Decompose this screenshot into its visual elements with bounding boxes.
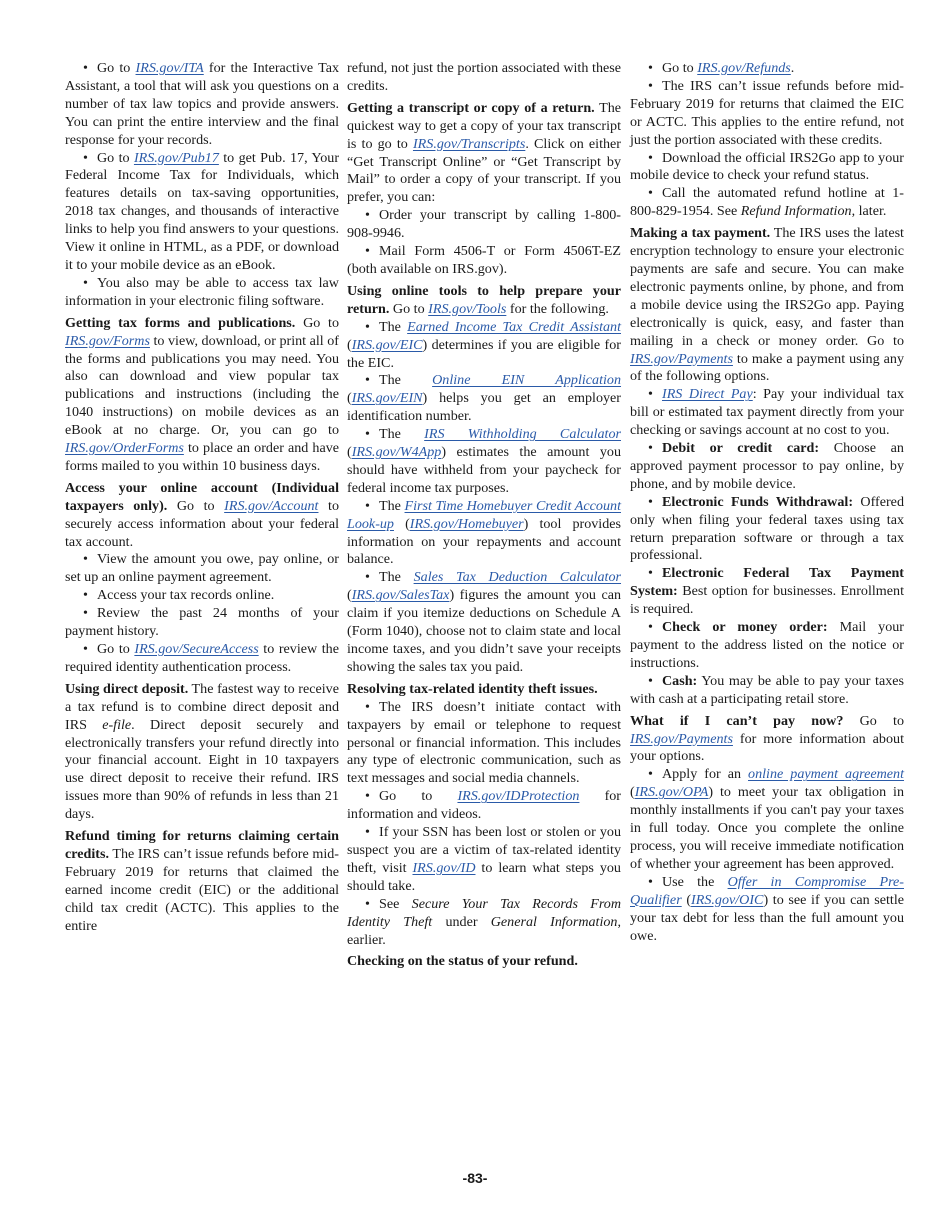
bullet-icon: • (648, 440, 653, 457)
link-irs-forms[interactable]: IRS.gov/Forms (65, 332, 150, 349)
bullet-icon: • (365, 318, 370, 335)
bullet-icon: • (648, 565, 653, 582)
link-irs-ita[interactable]: IRS.gov/ITA (135, 60, 204, 76)
bullet-icon: • (83, 149, 88, 166)
link-offer-in-compromise[interactable]: Offer in Compromise Pre-Qualifier (630, 873, 904, 908)
link-irs-w4app[interactable]: IRS.gov/W4App (351, 444, 442, 461)
list-item: • Use the Offer in Compromise Pre-Qualifier (IRS.gov/OIC) to see if you can settle your tax debt for less than the full amount you owe. (630, 873, 905, 944)
bullet-icon: • (365, 895, 370, 912)
list-item: • Go to IRS.gov/IDProtection for information and videos. (347, 788, 621, 823)
link-irs-opa[interactable]: IRS.gov/OPA (634, 784, 709, 801)
bullet-icon: • (365, 426, 370, 443)
bullet-icon: • (365, 497, 370, 514)
list-item: • Review the past 24 months of your payment history. (65, 605, 339, 640)
bullet-icon: • (365, 243, 370, 260)
link-eitc-assistant[interactable]: Earned Income Tax Credit Assistant (407, 318, 621, 335)
list-item: • The IRS Withholding Calculator (IRS.gov/W4App) estimates the amount you should have withheld from your paycheck for federal income tax purposes. (347, 426, 621, 496)
list-item: • Call the automated refund hotline at 1-800-829-1954. See Refund Information, later. (630, 185, 904, 220)
list-item: • See Secure Your Tax Records From Identity Theft under General Information, earlier. (347, 895, 622, 948)
section-heading: Checking on the status of your refund. (347, 953, 578, 970)
paragraph-refund-timing: Refund timing for returns claiming certain credits. The IRS can’t issue refunds before mid-February 2019 for returns that claimed the earned income credit (EIC) or the additional child tax credit (ACTC). This applies to the entire (65, 828, 339, 934)
link-irs-pub17[interactable]: IRS.gov/Pub17 (133, 149, 219, 166)
link-irs-account[interactable]: IRS.gov/Account (224, 497, 319, 514)
bullet-icon: • (365, 372, 370, 389)
bullet-icon: • (648, 493, 653, 510)
bullet-icon: • (365, 698, 370, 715)
link-homebuyer-lookup[interactable]: First Time Homebuyer Credit Account Look-up (347, 497, 621, 532)
list-item: • Debit or credit card: Choose an approved payment processor to pay online, by phone, and by mobile device. (630, 440, 904, 492)
bullet-icon: • (648, 60, 653, 76)
list-item: • Order your transcript by calling 1-800-908-9946. (347, 207, 621, 242)
list-item: • The Online EIN Application (IRS.gov/EIN) helps you get an employer identification number. (347, 372, 622, 425)
bullet-icon: • (648, 619, 653, 636)
bullet-icon: • (648, 149, 653, 166)
link-irs-tools[interactable]: IRS.gov/Tools (428, 300, 507, 317)
list-item: • The Earned Income Tax Credit Assistant (IRS.gov/EIC) determines if you are eligible for the EIC. (347, 318, 621, 371)
bullet-icon: • (83, 60, 88, 76)
link-irs-payments[interactable]: IRS.gov/Payments (630, 350, 733, 367)
paragraph-tax-forms: Getting tax forms and publications. Go to IRS.gov/Forms to view, download, or print all of the forms and publications you may need. You also can download and view popular tax publications and instructions (including the 1040 instructions) on mobile devices as an eBook at no charge. Or, you can go to IRS.gov/OrderForms to place an order and have forms mailed to you within 10 business days. (65, 314, 340, 474)
link-online-ein[interactable]: Online EIN Application (432, 372, 622, 389)
list-item: • Go to IRS.gov/Refunds. (648, 60, 795, 76)
list-item: • The First Time Homebuyer Credit Account Look-up (IRS.gov/Homebuyer) tool provides information on your repayments and account balance. (347, 497, 622, 568)
list-item: • The Sales Tax Deduction Calculator (IRS.gov/SalesTax) figures the amount you can claim if you itemize deductions on Schedule A (Form 1040), choose not to claim state and local income taxes, and you didn’t save your receipts showing the sales tax you paid. (347, 569, 622, 675)
bullet-icon: • (648, 77, 653, 94)
link-irs-homebuyer[interactable]: IRS.gov/Homebuyer (409, 515, 524, 532)
bullet-icon: • (648, 185, 653, 202)
section-heading: Access your online account (Individual taxpayers only). (65, 479, 339, 514)
list-item: • Go to IRS.gov/ITA for the Interactive Tax Assistant, a tool that will ask you questions on a number of tax law topics and provide answers. You can print the entire interview and the final response for your records. (65, 60, 340, 148)
paragraph-continued: refund, not just the portion associated with these credits. (347, 60, 621, 94)
bullet-icon: • (83, 587, 88, 604)
bullet-icon: • (648, 766, 653, 783)
list-item: • Check or money order: Mail your payment to the address listed on the notice or instructions. (630, 619, 905, 671)
column-2 (347, 60, 621, 971)
list-item: • If your SSN has been lost or stolen or you suspect you are a victim of tax-related identity theft, visit IRS.gov/ID to learn what steps you should take. (347, 824, 621, 894)
list-item: • The IRS doesn’t initiate contact with taxpayers by email or telephone to request personal or financial information. This includes any type of electronic communication, such as text messages and social media channels. (347, 698, 621, 787)
link-withholding-calculator[interactable]: IRS Withholding Calculator (424, 426, 621, 443)
link-irs-ein[interactable]: IRS.gov/EIN (351, 390, 423, 407)
list-item: • Access your tax records online. (83, 587, 275, 604)
section-heading: Getting a transcript or copy of a return. (347, 99, 595, 116)
list-item: • Go to IRS.gov/SecureAccess to review the required identity authentication process. (65, 641, 339, 675)
section-heading: Using online tools to help prepare your return. (347, 282, 621, 317)
list-item: • Go to IRS.gov/Pub17 to get Pub. 17, Your Federal Income Tax for Individuals, which features details on tax-saving opportunities, 2018 tax changes, and thousands of interactive links to help you find answers to your questions. View it online in HTML, as a PDF, or download it to your mobile device as an eBook. (65, 149, 340, 273)
bullet-icon: • (83, 551, 88, 568)
section-heading: Resolving tax-related identity theft issues. (347, 680, 598, 697)
link-sales-tax-calculator[interactable]: Sales Tax Deduction Calculator (413, 569, 622, 586)
paragraph-transcript: Getting a transcript or copy of a return. The quickest way to get a copy of your tax transcript is to go to IRS.gov/Transcripts. Click on either “Get Transcript Online” or “Get Transcript by Mail” to order a copy of your transcript. If you prefer, you can: (347, 99, 621, 206)
paragraph-cant-pay: What if I can’t pay now? Go to IRS.gov/Payments for more information about your options. (630, 712, 904, 765)
list-item: • View the amount you owe, pay online, or set up an online payment agreement. (65, 551, 339, 586)
list-item: • Electronic Funds Withdrawal: Offered only when filing your federal taxes using tax return preparation software or through a tax professional. (630, 493, 904, 564)
list-item: • Apply for an online payment agreement (IRS.gov/OPA) to meet your tax obligation in monthly installments if you can't pay your taxes in full today. Once you complete the online process, you will receive immediate notification of whether your agreement has been approved. (630, 766, 905, 872)
link-irs-salestax[interactable]: IRS.gov/SalesTax (351, 587, 450, 604)
bullet-icon: • (648, 873, 653, 890)
bullet-icon: • (648, 672, 653, 689)
bullet-icon: • (83, 274, 88, 291)
link-irs-orderforms[interactable]: IRS.gov/OrderForms (65, 440, 184, 457)
link-irs-idprotection[interactable]: IRS.gov/IDProtection (457, 788, 580, 805)
link-irs-eic[interactable]: IRS.gov/EIC (351, 336, 423, 353)
list-item: • Mail Form 4506-T or Form 4506T-EZ (both available on IRS.gov). (347, 243, 621, 277)
bullet-icon: • (365, 207, 370, 224)
link-irs-secureaccess[interactable]: IRS.gov/SecureAccess (134, 641, 259, 657)
bullet-icon: • (648, 386, 653, 403)
list-item: • Download the official IRS2Go app to your mobile device to check your refund status. (630, 149, 904, 184)
list-item: • The IRS can’t issue refunds before mid-February 2019 for returns that claimed the EIC or ACTC. This applies to the entire refund, not just the portion associated with these credits. (630, 77, 904, 148)
paragraph-identity-theft (347, 681, 621, 699)
list-item: • Cash: You may be able to pay your taxes with cash at a participating retail store. (630, 672, 904, 707)
paragraph-tax-payment: Making a tax payment. The IRS uses the latest encryption technology to ensure your electronic payments are safe and secure. You can make electronic payments online, by phone, and from a mobile device using the IRS2Go app. Paying electronically is quick, easy, and faster than mailing in a check or money order. Go to IRS.gov/Payments to make a payment using any of the following options. (630, 225, 904, 385)
column-3 (630, 60, 904, 945)
section-heading: Using direct deposit. (65, 680, 189, 697)
list-item: • IRS Direct Pay: Pay your individual tax bill or estimated tax payment directly from your checking or savings account at no cost to you. (630, 386, 905, 439)
link-online-payment-agreement[interactable]: online payment agreement (748, 766, 905, 783)
list-item: • Electronic Federal Tax Payment System: Best option for businesses. Enrollment is required. (630, 565, 904, 618)
bullet-icon: • (365, 569, 370, 586)
list-item: • You also may be able to access tax law information in your electronic filing software. (65, 274, 339, 309)
link-irs-refunds[interactable]: IRS.gov/Refunds (697, 60, 791, 76)
bullet-icon: • (365, 788, 370, 805)
paragraph-online-account: Access your online account (Individual taxpayers only). Go to IRS.gov/Account to securely access information about your federal tax account. (65, 479, 339, 550)
link-irs-transcripts[interactable]: IRS.gov/Transcripts (412, 135, 526, 152)
page-number: -83- (462, 1170, 488, 1186)
section-heading: Refund timing for returns claiming certain credits. (65, 828, 339, 862)
section-heading: Getting tax forms and publications. (65, 314, 296, 331)
link-irs-direct-pay[interactable]: IRS Direct Pay (662, 386, 753, 403)
link-irs-oic[interactable]: IRS.gov/OIC (691, 891, 764, 908)
paragraph-direct-deposit: Using direct deposit. The fastest way to receive a tax refund is to combine direct deposit and IRS e-file. Direct deposit securely and electronically transfers your refund directly into your financial account. Eight in 10 taxpayers use direct deposit to receive their refund. IRS issues more than 90% of refunds in less than 21 days. (65, 680, 339, 823)
link-irs-id[interactable]: IRS.gov/ID (412, 859, 476, 876)
section-heading: What if I can’t pay now? (630, 712, 844, 729)
paragraph-refund-status (347, 953, 621, 971)
section-heading: Making a tax payment. (630, 225, 771, 242)
column-1 (65, 60, 339, 936)
bullet-icon: • (365, 824, 370, 841)
bullet-icon: • (83, 605, 88, 622)
bullet-icon: • (83, 641, 88, 657)
link-irs-payments-2[interactable]: IRS.gov/Payments (630, 730, 733, 747)
paragraph-online-tools: Using online tools to help prepare your return. Go to IRS.gov/Tools for the following. (347, 282, 621, 317)
